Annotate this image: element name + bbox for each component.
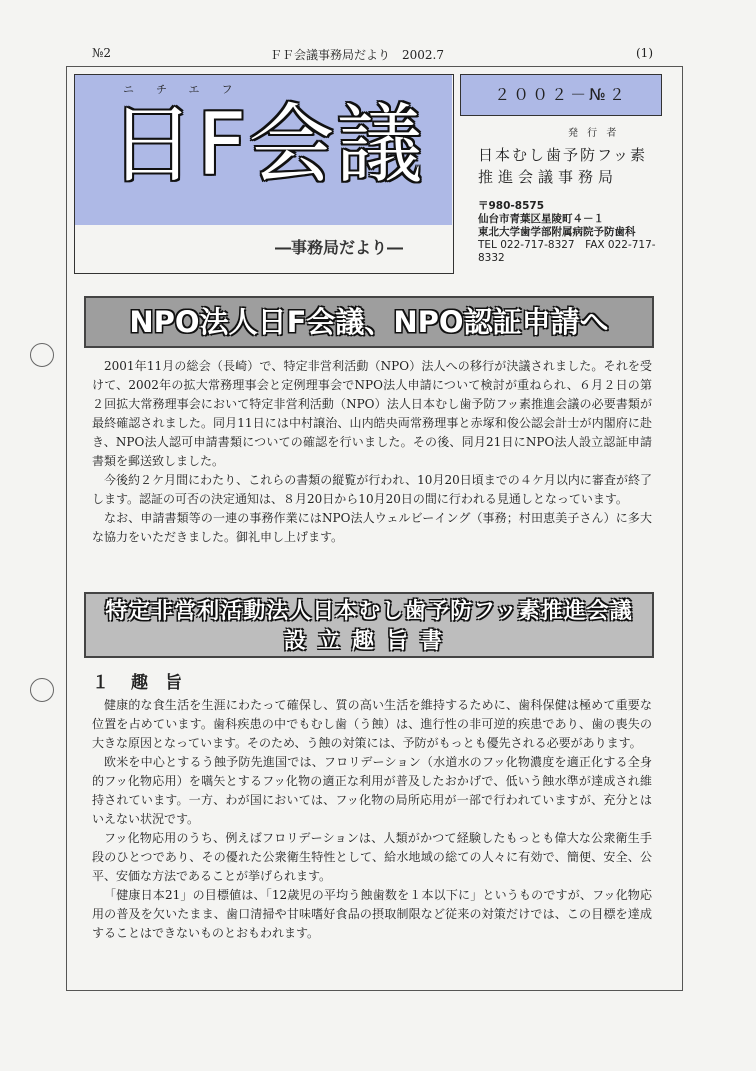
paragraph: 今後約２ケ月間にわたり、これらの書類の縦覧が行われ、10月20日頃までの４ケ月以内に審査が終了します。認証の可否の決定通知は、８月20日から10月20日の間に行われる見通しとなっています。 [92,473,652,506]
publisher-name-line: 日本むし歯予防フッ素 [478,146,647,164]
address-line: TEL 022-717-8327 FAX 022-717-8332 [478,239,656,264]
page-number: (1) [636,46,653,60]
publisher-name [478,144,662,188]
paragraph: 2001年11月の総会（長崎）で、特定非営利活動（NPO）法人への移行が決議されました。それを受けて、2002年の拡大常務理事会と定例理事会でNPO法人申請について検討が重ねられ、６月２日の第２回拡大常務理事会において特定非営利活動（NPO）法人日本むし歯予防フッ素推進会議の必要書類が最終確認されました。同月11日には中村譲治、山内皓央両常務理事と赤塚和俊公認会計士が内閣府に赴き、NPO法人認可申請書類についての確認を行いました。その後、同月21日にNPO法人設立認証申請書類を郵送致しました。 [92,359,652,468]
article1-title: NPO法人日F会議、NPO認証申請へ [84,296,654,348]
address-line: 仙台市青葉区星陵町４－１ [478,213,604,225]
section-number: １ [92,673,109,693]
paragraph: なお、申請書類等の一連の事務作業にはNPO法人ウェルビーイング（事務；村田恵美子さん）に多大な協力をいただきました。御礼申し上げます。 [92,511,652,544]
publisher-label: 発 行 者 [568,128,620,139]
newsletter-logo: 日F会議 [109,95,425,195]
logo-ruby: ニチエフ [123,83,255,96]
paragraph: 「健康日本21」の目標値は、「12歳児の平均う蝕歯数を１本以下に」というものですが、フッ化物応用の普及を欠いたまま、歯口清掃や甘味嗜好食品の摂取制限など従来の対策だけでは、この目標を達成することはできないものとおもわれます。 [92,888,652,940]
masthead-tagline: ―事務局だより― [275,238,404,257]
section-title: 趣 旨 [131,673,182,693]
binder-hole-icon [30,343,54,367]
masthead-logo-panel [74,74,454,274]
address-line: 〒980-8575 [478,200,544,212]
section-heading [92,668,182,693]
article2-title-line: 特定非営利活動法人日本むし歯予防フッ素推進会議 [105,599,633,624]
paragraph: フッ化物応用のうち、例えばフロリデーションは、人類がかつて経験したもっとも偉大な公衆衛生手段のひとつであり、その優れた公衆衛生特性として、給水地域の総ての人々に有効で、簡便、安全、公平、安価な方法であることが挙げられます。 [92,831,652,883]
address-line: 東北大学歯学部附属病院予防歯科 [478,226,636,238]
article2-title [84,592,654,658]
issue-number: №2 [92,46,111,60]
masthead-info-panel [460,74,662,274]
publisher-address [478,200,662,265]
paragraph: 欧米を中心とするう蝕予防先進国では、フロリデーション（水道水のフッ化物濃度を適正化する全身的フッ化物応用）を嚆矢とするフッ化物の適正な利用が普及したおかげで、低いう蝕水準が達成され維持されています。一方、わが国においては、フッ化物の局所応用が一部で行われていますが、充分とはいえない状況です。 [92,755,652,826]
binder-hole-icon [30,678,54,702]
issue-label: ２００２－№２ [460,74,662,116]
publisher-name-line: 推進会議事務局 [478,168,619,186]
article2-title-line: 設立趣旨書 [283,629,454,654]
paragraph: 健康的な食生活を生涯にわたって確保し、質の高い生活を維持するために、歯科保健は極めて重要な位置を占めています。歯科疾患の中でもむし歯（う蝕）は、進行性の非可逆的疾患であり、歯の喪失の大きな原因となっています。そのため、う蝕の対策には、予防がもっとも優先される必要があります。 [92,698,652,750]
article2-body [92,696,652,943]
article1-body [92,357,652,547]
page-header [0,46,756,66]
newsletter-running-title: ＦＦ会議事務局だより 2002.7 [270,48,444,62]
masthead [74,74,662,274]
